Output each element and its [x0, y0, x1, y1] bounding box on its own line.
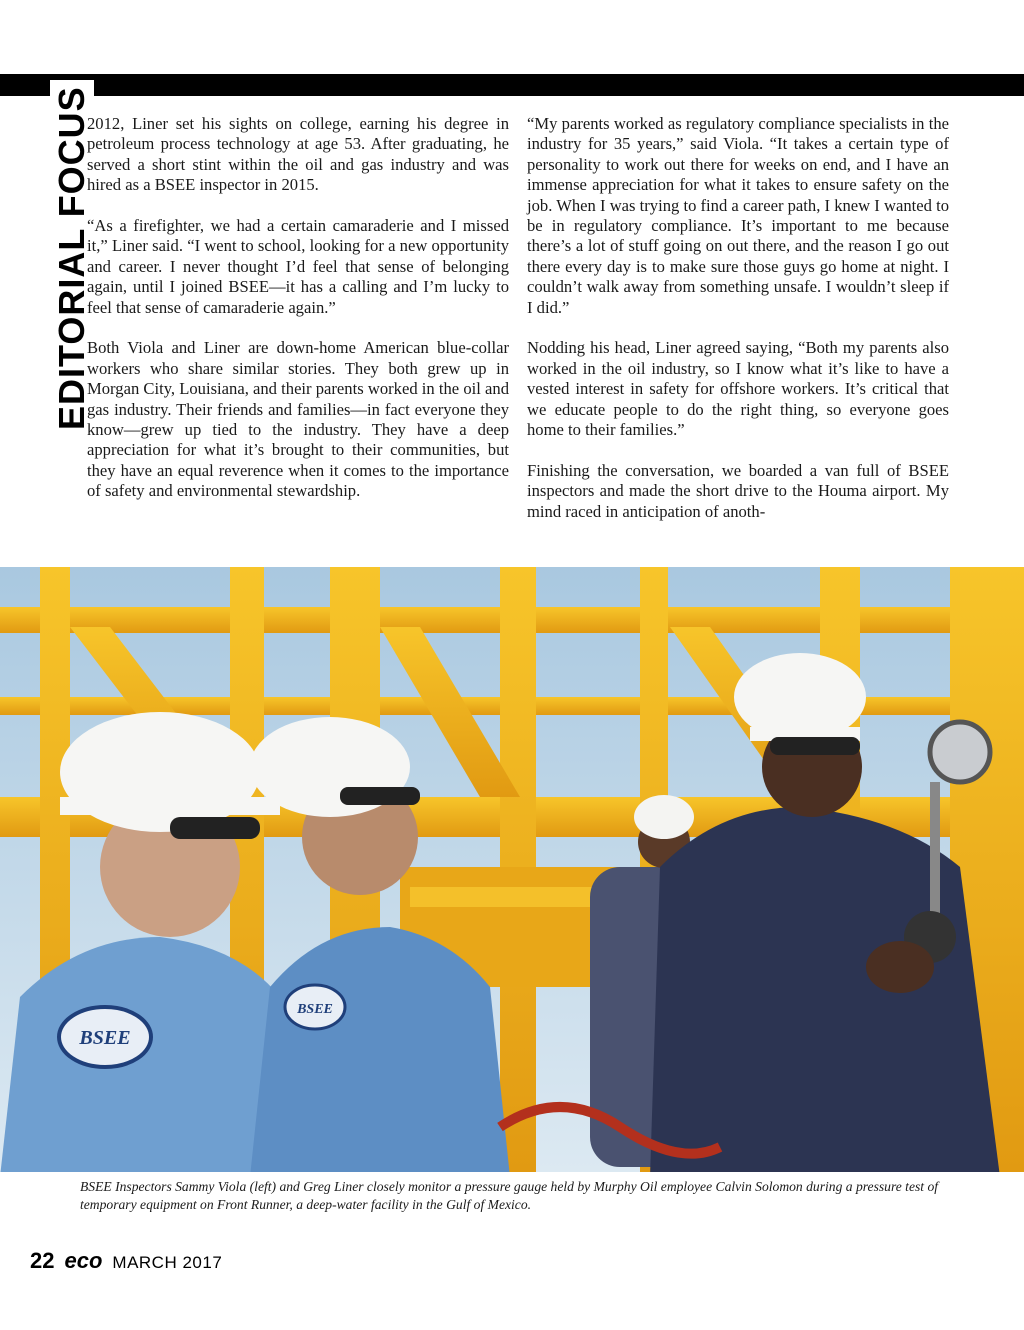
photo-caption: BSEE Inspectors Sammy Viola (left) and Greg Liner closely monitor a pressure gauge held by Murphy Oil employee Calvin Solomon during a pressure test of temporary equipment on Front Runner, a deep-water facility in the Gulf of Mexico. [80, 1179, 939, 1212]
article-photo [0, 567, 1024, 1172]
section-label: EDITORIAL FOCUS [50, 80, 94, 430]
bsee-patch-text: BSEE [297, 1002, 333, 1017]
page-footer [30, 1248, 222, 1274]
page-number: 22 [30, 1248, 55, 1273]
paragraph: Both Viola and Liner are down-home American blue-collar workers who share similar stories. They both grew up in Morgan City, Louisiana, and their parents worked in the oil and gas industry. Their friends and families—in fact everyone they know—grew up tied to the industry. They have a deep appreciation for what it’s brought to their communities, but they have an equal reverence when it comes to the importance of safety and environmental stewardship. [87, 338, 509, 501]
article-column-right [527, 114, 949, 542]
paragraph: “My parents worked as regulatory compliance specialists in the industry for 35 years,” said Viola. “It takes a certain type of personality to work out there for weeks on end, and I have an immense appreciation for what it takes to ensure safety on the job. When I was trying to find a career path, I knew I wanted to be in regulatory compliance. It’s important to me because there’s a lot of stuff going on out there, and the reason I go out there every day is to make sure those guys go home at night. I couldn’t walk away from something unsafe. I wouldn’t sleep if I did.” [527, 114, 949, 317]
header-bar [0, 74, 1024, 96]
magazine-name: eco [64, 1248, 103, 1273]
paragraph: Finishing the conversation, we boarded a van full of BSEE inspectors and made the short drive to the Houma airport. My mind raced in anticipation of anoth- [527, 460, 949, 521]
paragraph: Nodding his head, Liner agreed saying, “Both my parents also worked in the oil industry, so I know what it’s like to have a vested interest in safety for offshore workers. It’s critical that we educate people to do the right thing, so everyone goes home to their families.” [527, 338, 949, 440]
inspectors-photo [0, 567, 1024, 1172]
article-column-left [87, 114, 509, 522]
issue-date: MARCH 2017 [112, 1253, 223, 1272]
paragraph: 2012, Liner set his sights on college, earning his degree in petroleum process technology at age 53. After graduating, he served a short stint within the oil and gas industry and was hired as a BSEE inspector in 2015. [87, 114, 509, 195]
paragraph: “As a firefighter, we had a certain camaraderie and I missed it,” Liner said. “I went to school, looking for a new opportunity and career. I never thought I’d feel that sense of belonging again, until I joined BSEE—it has a calling and I’m lucky to feel that sense of camaraderie again.” [87, 216, 509, 317]
bsee-patch-text: BSEE [79, 1027, 131, 1049]
